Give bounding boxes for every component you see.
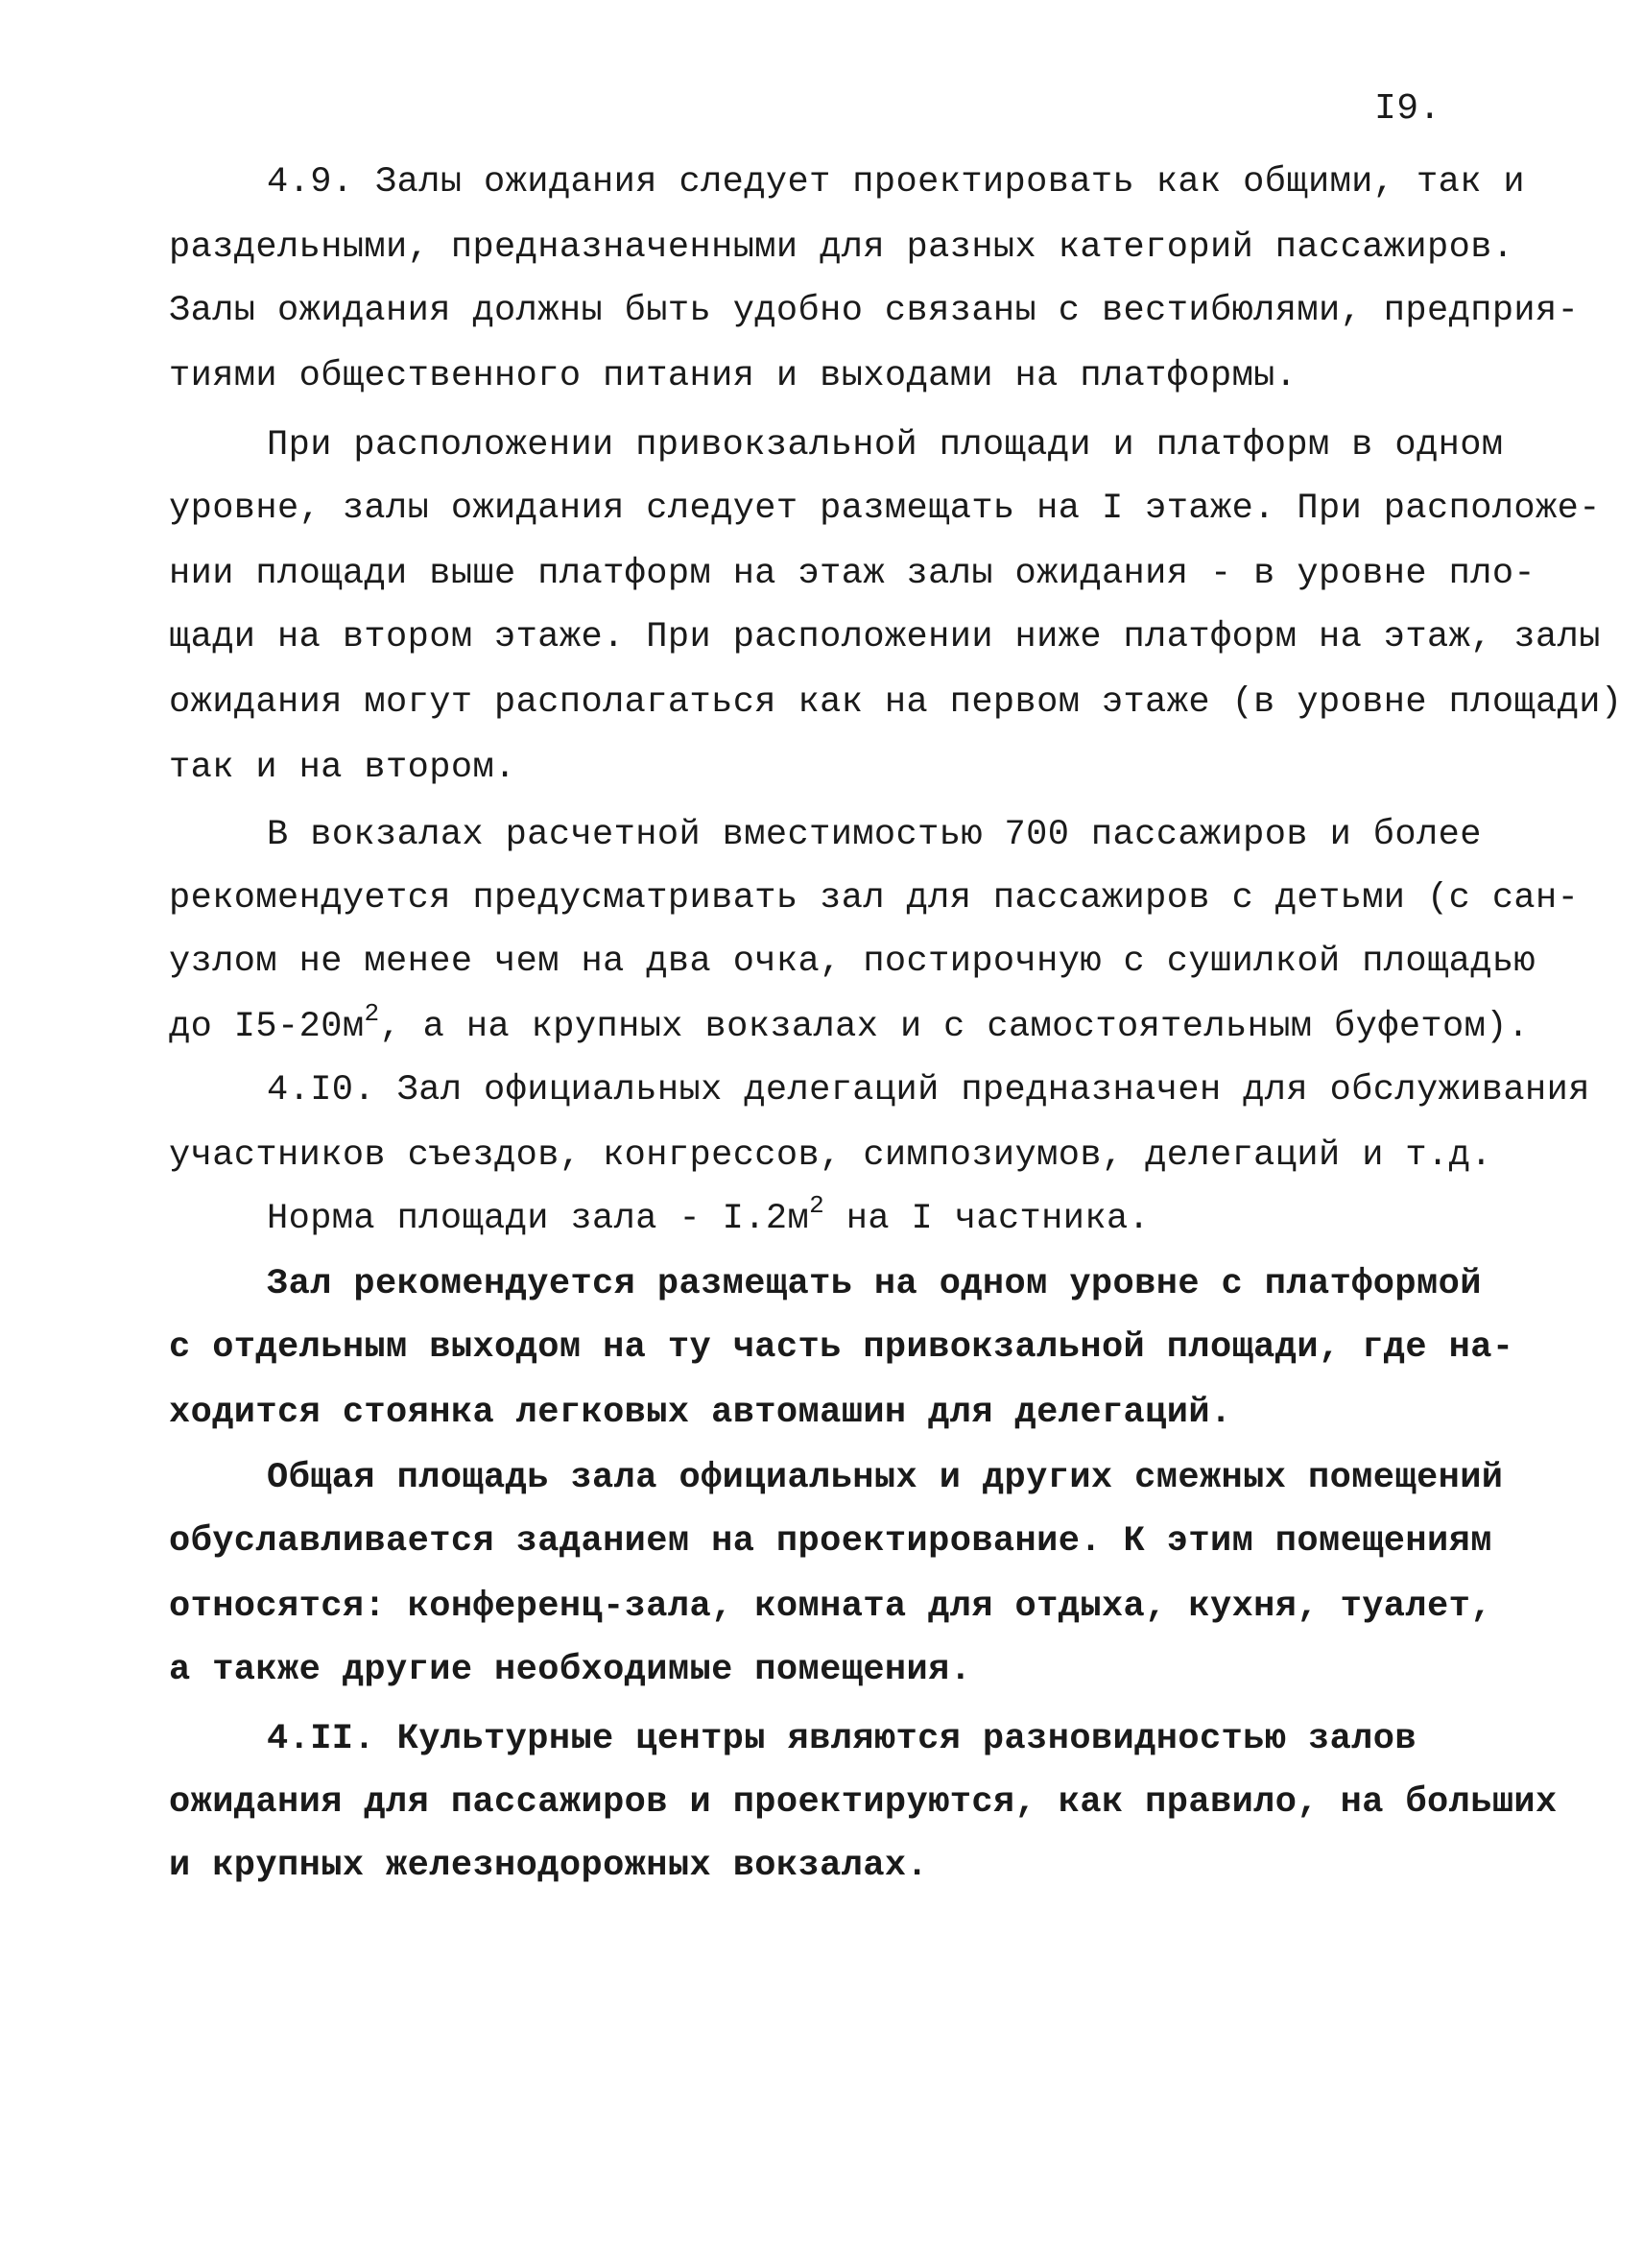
text-line: тиями общественного питания и выходами на платформы. (169, 356, 1298, 396)
text-line: нии площади выше платформ на этаж залы ожидания - в уровне пло- (169, 554, 1536, 594)
text-line: раздельными, предназначенными для разных категорий пассажиров. (169, 227, 1514, 268)
page-number: I9. (1374, 88, 1441, 130)
text-line: так и на втором. (169, 748, 516, 788)
text-line: Зал рекомендуется размещать на одном уровне с платформой (267, 1264, 1482, 1304)
text-line: узлом не менее чем на два очка, постирочную с сушилкой площадью (169, 942, 1536, 982)
superscript: 2 (809, 1191, 825, 1220)
text-line: 4.II. Культурные центры являются разновидностью залов (267, 1719, 1417, 1759)
text-fragment: на I частника. (824, 1199, 1151, 1239)
text-line: обуславливается заданием на проектирование. К этим помещениям (169, 1521, 1492, 1562)
superscript: 2 (364, 999, 380, 1028)
text-fragment: , а на крупных вокзалах и с самостоятельным буфетом). (379, 1007, 1530, 1047)
text-line: ходится стоянка легковых автомашин для делегаций. (169, 1393, 1232, 1433)
text-line: Залы ожидания должны быть удобно связаны с вестибюлями, предприя- (169, 291, 1580, 331)
text-line: ожидания для пассажиров и проектируются, как правило, на больших (169, 1782, 1558, 1823)
text-line (169, 999, 1530, 1047)
text-line: участников съездов, конгрессов, симпозиумов, делегаций и т.д. (169, 1135, 1492, 1176)
text-line: 4.I0. Зал официальных делегаций предназначен для обслуживания (267, 1070, 1590, 1110)
text-line: щади на втором этаже. При расположении ниже платформ на этаж, залы (169, 617, 1601, 657)
text-line: В вокзалах расчетной вместимостью 700 пассажиров и более (267, 815, 1482, 855)
text-line: относятся: конференц-зала, комната для отдыха, кухня, туалет, (169, 1587, 1492, 1627)
text-fragment: до I5-20м (169, 1007, 365, 1047)
text-fragment: Норма площади зала - I.2м (267, 1199, 810, 1239)
text-line: Общая площадь зала официальных и других смежных помещений (267, 1458, 1504, 1498)
text-line: 4.9. Залы ожидания следует проектировать как общими, так и (267, 162, 1526, 203)
text-line: уровне, залы ожидания следует размещать на I этаже. При расположе- (169, 489, 1601, 529)
text-line: рекомендуется предусматривать зал для пассажиров с детьми (с сан- (169, 878, 1580, 919)
text-line (267, 1191, 1151, 1239)
text-line: и крупных железнодорожных вокзалах. (169, 1846, 929, 1886)
text-line: ожидания могут располагаться как на первом этаже (в уровне площади) (169, 682, 1623, 723)
text-line: а также другие необходимые помещения. (169, 1650, 972, 1690)
text-line: с отдельным выходом на ту часть привокзальной площади, где на- (169, 1327, 1514, 1368)
text-line: При расположении привокзальной площади и платформ в одном (267, 425, 1504, 466)
